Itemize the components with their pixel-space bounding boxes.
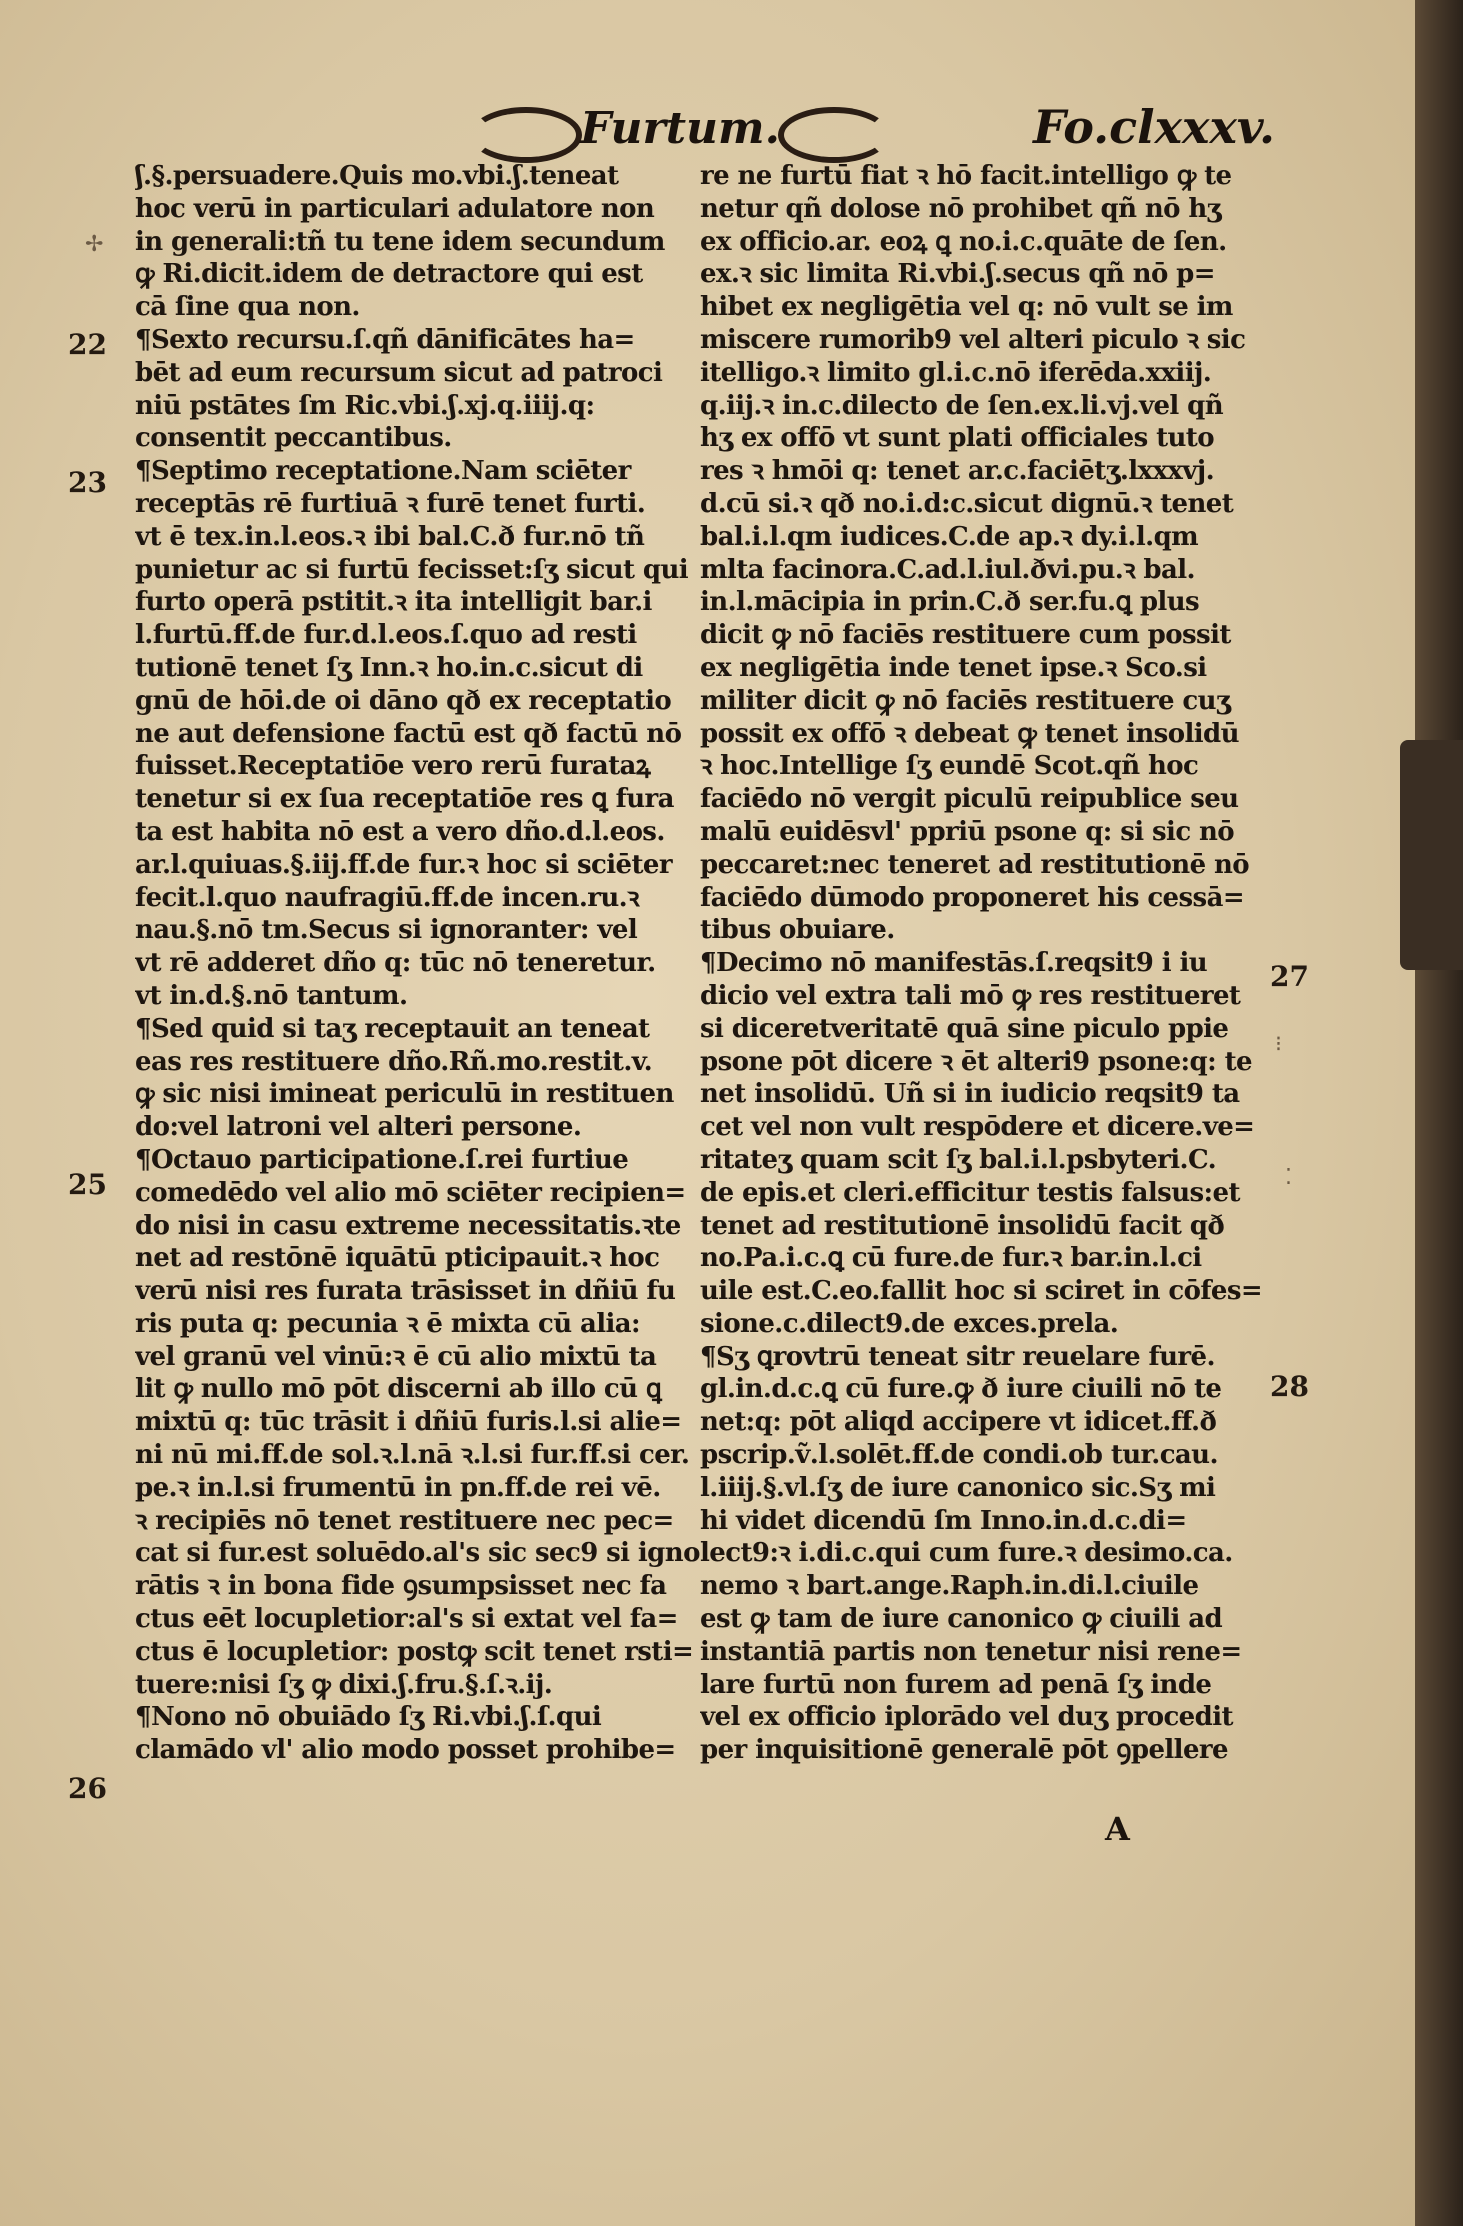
text-line: l.furtū.ff.de fur.d.l.eos.ſ.quo ad resti bbox=[135, 620, 637, 651]
text-line: dicio vel extra tali mō ꝙ res restitueret bbox=[700, 980, 1241, 1011]
text-line: vel ex officio iplorādo vel duʒ procedit bbox=[700, 1702, 1233, 1733]
text-line: est ꝙ tam de iure canonico ꝙ ciuili ad bbox=[700, 1604, 1223, 1635]
text-line: ꝛ hoc.Intellige ſʒ eundē Scot.qñ hoc bbox=[700, 751, 1199, 782]
text-line: netur qñ dolose nō prohibet qñ nō hʒ bbox=[700, 193, 1221, 224]
text-line: bēt ad eum recursum sicut ad patroci bbox=[135, 357, 663, 388]
text-line: gnū de hōi.de oi dāno qð ex receptatio bbox=[135, 685, 672, 716]
text-line: vt rē adderet dño q: tūc nō teneretur. bbox=[135, 948, 656, 979]
text-line: d.cū si.ꝛ qð no.i.d:c.sicut dignū.ꝛ tenet bbox=[700, 488, 1234, 519]
text-line: fecit.l.quo naufragiū.ff.de incen.ru.ꝛ bbox=[135, 882, 639, 913]
right-text-column bbox=[700, 160, 1275, 1767]
text-line: ex officio.ar. eoꝝ ꝗ no.i.c.quāte de ſen. bbox=[700, 226, 1227, 257]
signature-mark: A bbox=[1105, 1810, 1130, 1848]
text-line: militer dicit ꝙ nō faciēs restituere cuʒ bbox=[700, 685, 1231, 716]
text-line: peccaret:nec teneret ad restitutionē nō bbox=[700, 849, 1250, 880]
text-line: net insolidū. Uñ si in iudicio reqsit9 ta bbox=[700, 1079, 1240, 1110]
text-line: dicit ꝙ nō faciēs restituere cum possit bbox=[700, 620, 1231, 651]
text-line: cat si fur.est soluēdo.al's sic sec9 si igno bbox=[135, 1538, 700, 1569]
text-line: punietur ac si furtū fecisset:ſʒ sicut qui bbox=[135, 554, 689, 585]
text-line: do:vel latroni vel alteri persone. bbox=[135, 1112, 582, 1143]
text-line: malū euidēsvl' ppriū psone q: si sic nō bbox=[700, 816, 1235, 847]
text-line: comedēdo vel alio mō sciēter recipien= bbox=[135, 1177, 686, 1208]
text-line: no.Pa.i.c.ꝗ cū fure.de fur.ꝛ bar.in.l.ci bbox=[700, 1243, 1202, 1274]
text-line: res ꝛ hmōi q: tenet ar.c.faciētʒ.lxxxvj. bbox=[700, 456, 1215, 487]
text-line: net:q: pōt aliqd accipere vt idicet.ff.ð bbox=[700, 1407, 1217, 1438]
text-line: nau.§.nō tm.Secus si ignoranter: vel bbox=[135, 915, 638, 946]
text-line: vt in.d.§.nō tantum. bbox=[135, 980, 408, 1011]
running-title: Furtum. bbox=[580, 103, 780, 154]
text-line: hibet ex negligētia vel q: nō vult se im bbox=[700, 292, 1233, 323]
text-line: psone pōt dicere ꝛ ēt alteri9 psone:q: te bbox=[700, 1046, 1252, 1077]
text-line: vt ē tex.in.l.eos.ꝛ ibi bal.C.ð fur.nō tñ bbox=[135, 521, 645, 552]
margin-number-25: 25 bbox=[68, 1168, 107, 1201]
book-clasp bbox=[1400, 740, 1463, 970]
text-line: vel granū vel vinū:ꝛ ē cū alio mixtū ta bbox=[135, 1341, 657, 1372]
text-line: clamādo vl' alio modo posset prohibe= bbox=[135, 1735, 676, 1766]
text-line: bal.i.l.qm iudices.C.de ap.ꝛ dy.i.l.qm bbox=[700, 521, 1199, 552]
text-line: ¶Sexto recursu.ſ.qñ dānificātes ha= bbox=[135, 324, 635, 355]
text-line: lect9:ꝛ i.di.c.qui cum fure.ꝛ desimo.ca. bbox=[700, 1538, 1233, 1569]
right-ornament-icon bbox=[778, 107, 890, 163]
text-line: furto operā pstitit.ꝛ ita intelligit bar.i bbox=[135, 587, 652, 618]
text-line: mixtū q: tūc trāsit i dñiū furis.l.si alie= bbox=[135, 1407, 682, 1438]
text-line: eas res restituere dño.Rñ.mo.restit.v. bbox=[135, 1046, 653, 1077]
text-line: tibus obuiare. bbox=[700, 915, 895, 946]
text-line: faciēdo dūmodo proponeret his cessā= bbox=[700, 882, 1245, 913]
text-line: verū nisi res furata trāsisset in dñiū fu bbox=[135, 1276, 676, 1307]
text-line: ta est habita nō est a vero dño.d.l.eos. bbox=[135, 816, 665, 847]
text-line: rātis ꝛ in bona fide ꝯsumpsisset nec fa bbox=[135, 1571, 667, 1602]
left-ornament-icon bbox=[470, 107, 582, 163]
text-line: miscere rumorib9 vel alteri piculo ꝛ sic bbox=[700, 324, 1246, 355]
margin-mark-icon: ✢ bbox=[85, 232, 104, 257]
text-line: in generali:tñ tu tene idem secundum bbox=[135, 226, 665, 257]
text-line: ¶Sed quid si taʒ receptauit an teneat bbox=[135, 1013, 650, 1044]
text-line: si diceretveritatē quā sine piculo ppie bbox=[700, 1013, 1229, 1044]
text-line: q.iij.ꝛ in.c.dilecto de ſen.ex.li.vj.vel qñ bbox=[700, 390, 1224, 421]
text-line: ¶Decimo nō manifestās.ſ.reqsit9 i iu bbox=[700, 948, 1208, 979]
text-line: ¶Nono nō obuiādo ſʒ Ri.vbi.ʃ.ſ.qui bbox=[135, 1702, 602, 1733]
text-line: hi videt dicendū ſm Inno.in.d.c.di= bbox=[700, 1505, 1187, 1536]
text-line: cet vel non vult respōdere et dicere.ve= bbox=[700, 1112, 1255, 1143]
text-line: ex.ꝛ sic limita Ri.vbi.ʃ.secus qñ nō p= bbox=[700, 259, 1215, 290]
text-line: re ne furtū fiat ꝛ hō facit.intelligo ꝙ te bbox=[700, 161, 1232, 191]
text-line: instantiā partis non tenetur nisi rene= bbox=[700, 1636, 1242, 1667]
text-line: tenetur si ex ſua receptatiōe res ꝗ fura bbox=[135, 784, 674, 815]
text-line: cā ſine qua non. bbox=[135, 292, 360, 323]
text-line: receptās rē furtiuā ꝛ furē tenet furti. bbox=[135, 488, 646, 519]
text-line: ¶Octauo participatione.ſ.rei furtiue bbox=[135, 1144, 629, 1175]
text-line: hʒ ex offō vt sunt plati officiales tuto bbox=[700, 423, 1214, 454]
text-line: gl.in.d.c.ꝗ cū fure.ꝙ ð iure ciuili nō te bbox=[700, 1374, 1222, 1405]
margin-number-26: 26 bbox=[68, 1772, 107, 1805]
page-edge bbox=[1415, 0, 1463, 2226]
margin-number-22: 22 bbox=[68, 328, 107, 361]
text-line: mlta facinora.C.ad.l.iul.ðvi.pu.ꝛ bal. bbox=[700, 554, 1195, 585]
text-line: itelligo.ꝛ limito gl.i.c.nō iferēda.xxiij. bbox=[700, 357, 1212, 388]
text-line: ꝙ Ri.dicit.idem de detractore qui est bbox=[135, 259, 643, 290]
text-line: ris puta q: pecunia ꝛ ē mixta cū alia: bbox=[135, 1308, 641, 1339]
text-line: ꝙ sic nisi imineat periculū in restituen bbox=[135, 1079, 674, 1110]
text-line: lare furtū non furem ad penā ſʒ inde bbox=[700, 1669, 1212, 1700]
text-line: nemo ꝛ bart.ange.Raph.in.di.l.ciuile bbox=[700, 1571, 1199, 1602]
text-line: uile est.C.eo.fallit hoc si sciret in cōfes= bbox=[700, 1276, 1263, 1307]
text-line: ritateʒ quam scit ſʒ bal.i.l.psbyteri.C. bbox=[700, 1144, 1217, 1175]
text-line: ʃ.§.persuadere.Quis mo.vbi.ʃ.teneat bbox=[135, 161, 619, 191]
margin-number-28: 28 bbox=[1270, 1370, 1309, 1403]
text-line: ¶Septimo receptatione.Nam sciēter bbox=[135, 456, 631, 487]
text-line: possit ex offō ꝛ debeat ꝙ tenet insolidū bbox=[700, 718, 1239, 749]
text-line: in.l.mācipia in prin.C.ð ser.fu.ꝗ plus bbox=[700, 587, 1200, 618]
text-line: ꝛ recipiēs nō tenet restituere nec pec= bbox=[135, 1505, 674, 1536]
text-line: fuisset.Receptatiōe vero rerū furataꝝ bbox=[135, 751, 651, 782]
text-line: ni nū mi.ff.de sol.ꝛ.l.nā ꝛ.l.si fur.ff.si cer. bbox=[135, 1440, 690, 1471]
margin-mark-icon: ⁝ bbox=[1275, 1032, 1282, 1057]
margin-number-27: 27 bbox=[1270, 960, 1309, 993]
text-line: pscrip.ṽ.l.solēt.ff.de condi.ob tur.cau. bbox=[700, 1440, 1218, 1471]
margin-number-23: 23 bbox=[68, 466, 107, 499]
text-line: niū pstātes ſm Ric.vbi.ʃ.xj.q.iiij.q: bbox=[135, 390, 595, 421]
folio-number: Fo.clxxxv. bbox=[1033, 100, 1275, 154]
text-line: ne aut defensione factū est qð factū nō bbox=[135, 718, 682, 749]
text-line: pe.ꝛ in.l.si frumentū in pn.ff.de rei vē. bbox=[135, 1472, 661, 1503]
text-line: consentit peccantibus. bbox=[135, 423, 452, 454]
text-line: ctus ē locupletior: postꝙ scit tenet rsti= bbox=[135, 1636, 694, 1667]
margin-mark-icon: ⁚ bbox=[1285, 1165, 1292, 1190]
text-line: faciēdo nō vergit piculū reipublice seu bbox=[700, 784, 1239, 815]
text-line: ctus eēt locupletior:al's si extat vel fa= bbox=[135, 1604, 678, 1635]
text-line: l.iiij.§.vl.ſʒ de iure canonico sic.Sʒ mi bbox=[700, 1472, 1216, 1503]
text-line: ar.l.quiuas.§.iij.ff.de fur.ꝛ hoc si sciēter bbox=[135, 849, 672, 880]
left-text-column bbox=[135, 160, 710, 1767]
text-line: net ad restōnē iquātū pticipauit.ꝛ hoc bbox=[135, 1243, 660, 1274]
text-line: ex negligētia inde tenet ipse.ꝛ Sco.si bbox=[700, 652, 1207, 683]
text-line: do nisi in casu extreme necessitatis.ꝛte bbox=[135, 1210, 681, 1241]
text-line: ¶Sʒ ꝗrovtrū teneat sitr reuelare furē. bbox=[700, 1341, 1215, 1372]
text-line: tenet ad restitutionē insolidū facit qð bbox=[700, 1210, 1225, 1241]
text-line: lit ꝙ nullo mō pōt discerni ab illo cū ꝗ bbox=[135, 1374, 662, 1405]
text-line: hoc verū in particulari adulatore non bbox=[135, 193, 655, 224]
text-line: tuere:nisi ſʒ ꝙ dixi.ʃ.fru.§.ſ.ꝛ.ij. bbox=[135, 1669, 553, 1700]
text-line: per inquisitionē generalē pōt ꝯpellere bbox=[700, 1735, 1228, 1766]
text-line: sione.c.dilect9.de exces.prela. bbox=[700, 1308, 1119, 1339]
text-line: tutionē tenet ſʒ Inn.ꝛ ho.in.c.sicut di bbox=[135, 652, 643, 683]
text-line: de epis.et cleri.efficitur testis falsus:et bbox=[700, 1177, 1240, 1208]
